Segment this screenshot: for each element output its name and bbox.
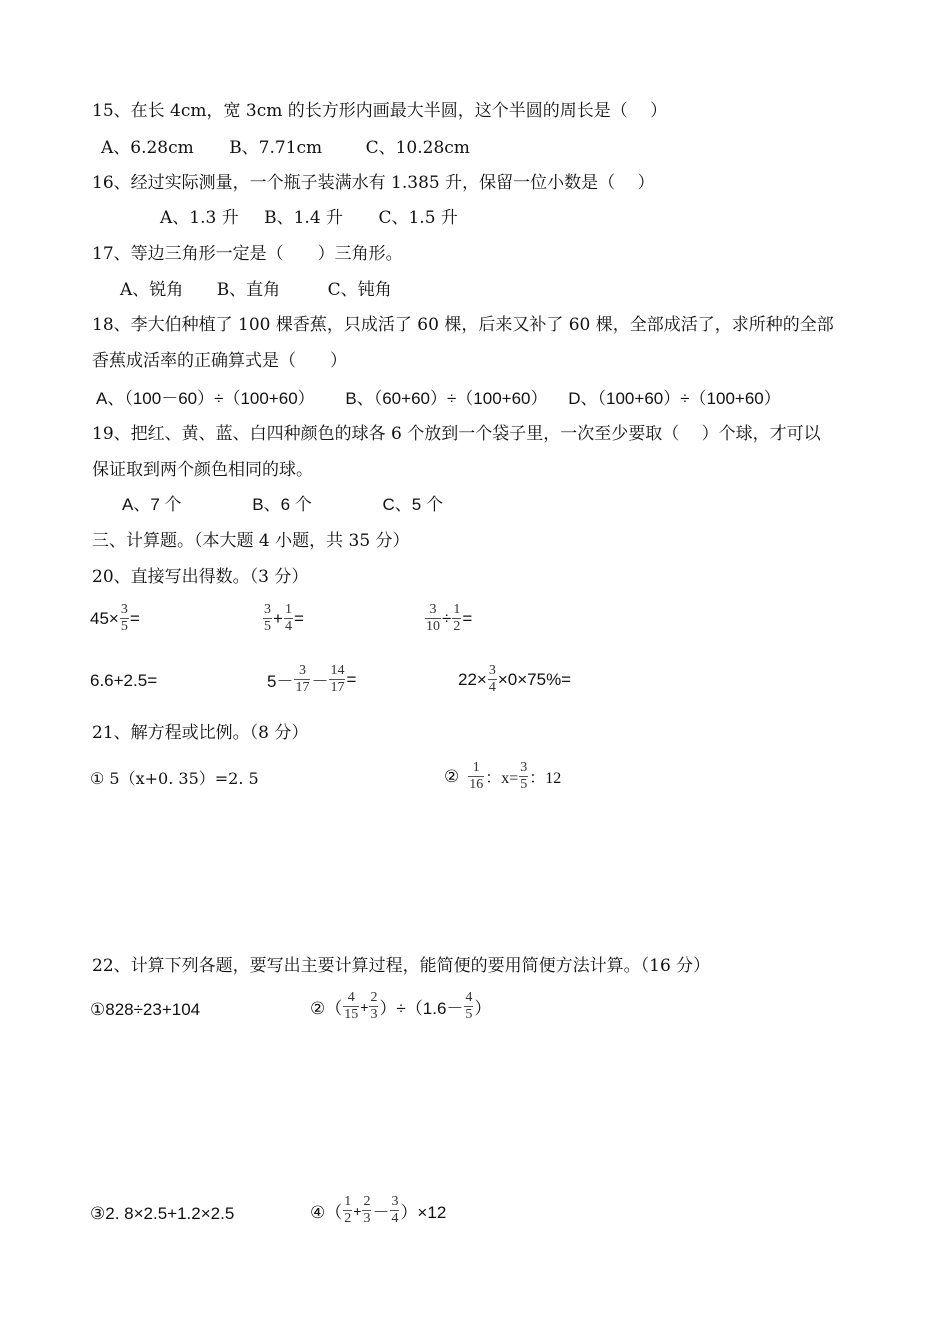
q19-options: [122, 494, 443, 516]
q18-option-d: D、（100+60）÷（100+60）: [568, 389, 781, 408]
q20-expr-2: [262, 602, 304, 635]
q20-expr-3: [424, 602, 472, 635]
q20-expr-5: [267, 663, 356, 696]
denominator: 5: [120, 619, 128, 634]
q20-expr-2-fraction-2: [284, 602, 293, 635]
q15-option-a: A、6.28cm: [101, 138, 194, 158]
denominator: 4: [391, 1211, 399, 1226]
q19-text-line2: 保证取到两个颜色相同的球。: [92, 460, 313, 480]
denominator: 5: [264, 619, 271, 634]
q22-expr-2-op: +: [360, 998, 369, 1015]
denominator: 15: [344, 1007, 359, 1022]
q20-expr-5-op: －: [311, 672, 329, 691]
q20-expr-6-post: ×0×75%=: [497, 669, 572, 689]
q22-expr-4-op-2: －: [372, 1203, 390, 1222]
q20-expr-1: [90, 602, 140, 635]
q16-option-a: A、1.3 升: [160, 208, 239, 228]
q20-expr-2-fraction-1: [263, 602, 272, 635]
denominator: 17: [295, 680, 310, 695]
q20-expr-3-fraction-1: [425, 602, 441, 635]
numerator: 1: [284, 602, 292, 617]
denominator: 2: [453, 619, 461, 634]
q20-expr-5-fraction-2: [329, 663, 345, 696]
numerator: 3: [264, 602, 271, 617]
q20-expr-1-pre: 45×: [90, 608, 119, 628]
q16-option-b: B、1.4 升: [264, 208, 344, 228]
q22-expr-4-fraction-2: [362, 1194, 371, 1227]
q17-options: [120, 279, 392, 301]
q20-expr-4: [90, 663, 157, 699]
q16-options: [160, 207, 458, 229]
q22-expr-2-post: ）: [474, 999, 492, 1018]
q17-option-a: A、锐角: [120, 280, 184, 300]
q20-expr-4-text: 6.6+2.5=: [90, 671, 158, 690]
q19-option-b: B、6 个: [252, 495, 312, 514]
q20-expr-2-post: =: [293, 608, 304, 628]
denominator: 16: [469, 777, 484, 792]
q19-option-a: A、7 个: [122, 495, 182, 514]
q16-option-c: C、1.5 升: [378, 208, 458, 228]
q20-expr-6-fraction: [488, 663, 497, 696]
q18-option-b: B、（60+60）÷（100+60）: [345, 389, 548, 408]
q17-text: 17、等边三角形一定是（ ）三角形。: [92, 244, 403, 264]
q20-expr-5-pre: 5－: [267, 672, 294, 691]
q22-expr-2-mid: ）÷（1.6－: [379, 999, 464, 1018]
q21-equation-2-mid: ：x=: [485, 770, 519, 787]
q22-expr-3: ③2. 8×2.5+1.2×2.5: [90, 1204, 235, 1223]
q18-option-a: A、（100－60）÷（100+60）: [96, 389, 315, 408]
numerator: 4: [465, 990, 473, 1005]
numerator: 3: [298, 663, 306, 678]
q22-title: 22、计算下列各题，要写出主要计算过程，能简便的要用简便方法计算。（16 分）: [92, 956, 711, 976]
q15-text: 15、在长 4cm，宽 3cm 的长方形内画最大半圆，这个半圆的周长是（ ）: [92, 101, 668, 121]
q22-expr-4-post: ）×12: [400, 1203, 447, 1222]
q22-expr-2-pre: ②（: [310, 999, 343, 1018]
numerator: 1: [472, 760, 480, 775]
q22-expr-4: [310, 1194, 446, 1227]
q18-options: [96, 388, 781, 410]
numerator: 4: [347, 990, 355, 1005]
q20-expr-3-op: ÷: [442, 608, 452, 628]
denominator: 10: [426, 619, 440, 634]
numerator: 3: [391, 1194, 399, 1209]
q16-text: 16、经过实际测量，一个瓶子装满水有 1.385 升，保留一位小数是（ ）: [92, 173, 655, 193]
denominator: 4: [488, 680, 496, 695]
q15-options: [101, 137, 470, 159]
q20-expr-5-fraction-1: [294, 663, 310, 696]
q22-expr-4-fraction-1: [343, 1194, 352, 1227]
q15-option-c: C、10.28cm: [365, 138, 470, 158]
numerator: 3: [488, 663, 496, 678]
section3-heading: 三、计算题。（本大题 4 小题，共 35 分）: [92, 531, 410, 551]
denominator: 17: [330, 680, 345, 695]
denominator: 3: [363, 1211, 371, 1226]
numerator: 3: [520, 760, 528, 775]
numerator: 14: [330, 663, 345, 678]
q21-equation-2-fraction-1: [468, 760, 484, 793]
numerator: 1: [453, 602, 461, 617]
numerator: 3: [120, 602, 128, 617]
q20-expr-6-pre: 22×: [458, 669, 487, 689]
q20-expr-6: [458, 663, 571, 696]
q21-title: 21、解方程或比例。（8 分）: [92, 723, 309, 743]
denominator: 4: [284, 619, 292, 634]
q21-equation-2: [444, 760, 561, 793]
q18-text-line2: 香蕉成活率的正确算式是（ ）: [92, 351, 347, 371]
q22-expr-2: [310, 990, 491, 1023]
q22-expr-4-pre: ④（: [310, 1203, 343, 1222]
q18-text-line1: 18、李大伯种植了 100 棵香蕉，只成活了 60 棵，后来又补了 60 棵，全部成活了，求所种的全部: [92, 315, 834, 335]
q22-expr-4-fraction-3: [390, 1194, 399, 1227]
numerator: 3: [429, 602, 437, 617]
numerator: 2: [370, 990, 378, 1005]
q20-expr-1-fraction: [120, 602, 129, 635]
q20-expr-5-post: =: [346, 669, 357, 689]
q19-text-line1: 19、把红、黄、蓝、白四种颜色的球各 6 个放到一个袋子里，一次至少要取（ ）个球，才可以: [92, 424, 821, 444]
denominator: 2: [344, 1211, 352, 1226]
q20-expr-1-post: =: [129, 608, 140, 628]
q20-expr-2-op: +: [273, 608, 283, 628]
q22-expr-2-fraction-1: [343, 990, 359, 1023]
denominator: 5: [520, 777, 528, 792]
q21-equation-2-post: ：12: [529, 770, 562, 787]
q17-option-b: B、直角: [216, 280, 281, 300]
q19-option-c: C、5 个: [382, 495, 443, 514]
q15-option-b: B、7.71cm: [229, 138, 323, 158]
numerator: 1: [344, 1194, 352, 1209]
numerator: 2: [363, 1194, 371, 1209]
q17-option-c: C、钝角: [327, 280, 392, 300]
q21-equation-2-marker: ②: [444, 766, 460, 786]
denominator: 5: [465, 1007, 473, 1022]
q22-expr-2-fraction-2: [369, 990, 378, 1023]
q21-equation-2-fraction-2: [519, 760, 528, 793]
q20-expr-3-post: =: [462, 608, 473, 628]
q20-title: 20、直接写出得数。（3 分）: [92, 567, 309, 587]
q22-expr-2-fraction-3: [464, 990, 473, 1023]
q22-expr-1: ①828÷23+104: [90, 1000, 201, 1019]
q20-expr-3-fraction-2: [452, 602, 461, 635]
denominator: 3: [370, 1007, 378, 1022]
q22-expr-4-op-1: +: [353, 1202, 362, 1219]
q21-equation-1: ① 5（x+0. 35）=2. 5: [90, 769, 259, 788]
